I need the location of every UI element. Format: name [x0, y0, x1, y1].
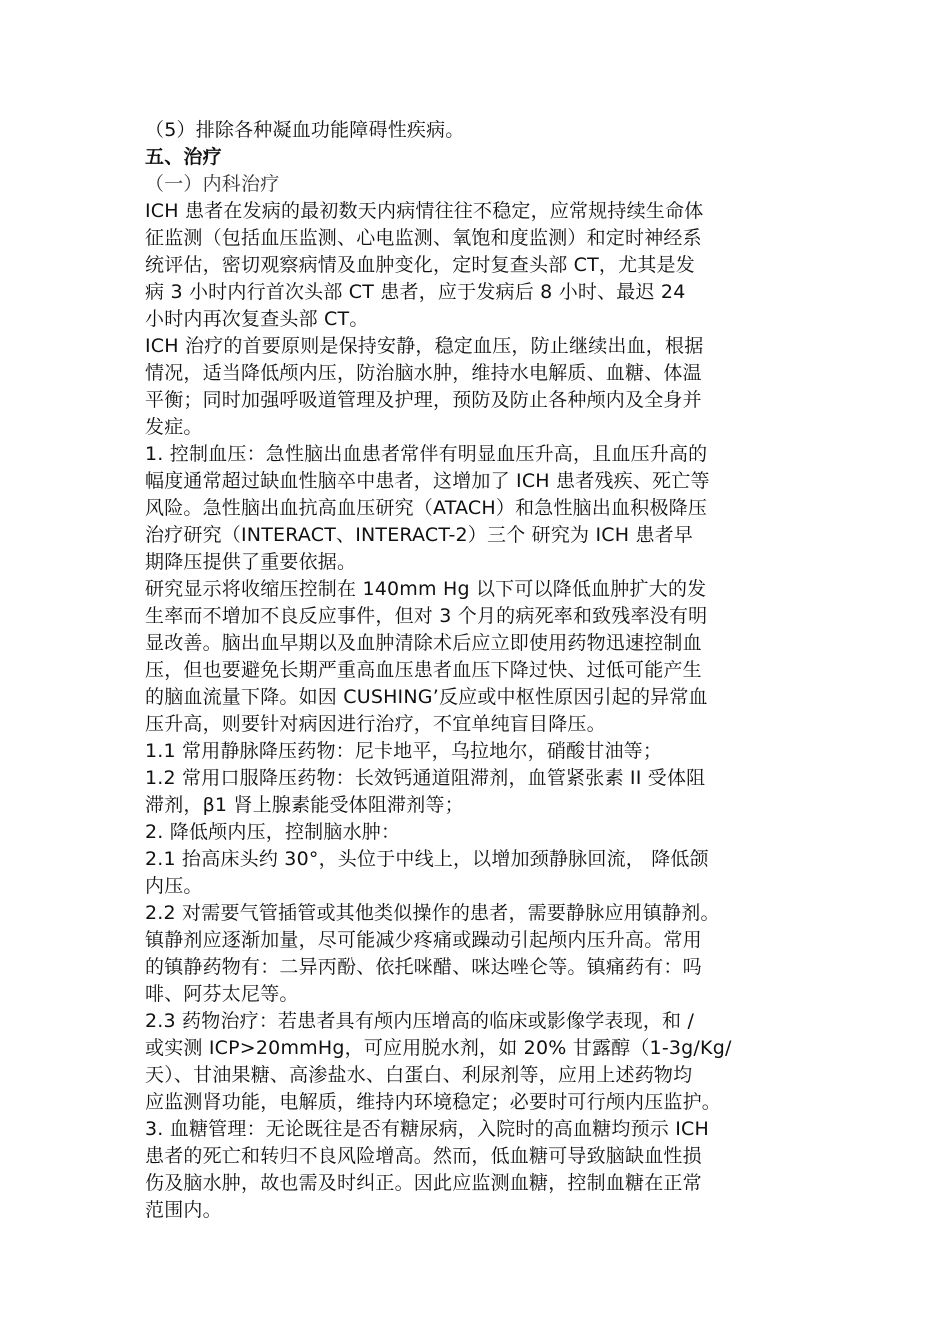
item-3-glucose-line-1: 3. 血糖管理：无论既往是否有糖尿病，入院时的高血糖均预示 ICH [145, 1118, 709, 1140]
paragraph-monitoring-line-4: 病 3 小时内行首次头部 CT 患者，应于发病后 8 小时、最迟 24 [145, 281, 686, 303]
subsection-heading-medical-treatment: （一）内科治疗 [145, 173, 280, 195]
paragraph-research-line-3: 显改善。脑出血早期以及血肿清除术后应立即使用药物迅速控制血 [145, 632, 702, 654]
document-page [145, 117, 807, 1224]
paragraph-monitoring-line-1: ICH 患者在发病的最初数天内病情往往不稳定，应常规持续生命体 [145, 200, 704, 222]
paragraph-research-line-2: 生率而不增加不良反应事件，但对 3 个月的病死率和致残率没有明 [145, 605, 708, 627]
item-2-1-line-1: 2.1 抬高床头约 30°，头位于中线上，以增加颈静脉回流， 降低颌 [145, 848, 709, 870]
list-item-5: （5）排除各种凝血功能障碍性疾病。 [145, 119, 465, 141]
item-2-3-line-3: 天）、甘油果糖、高渗盐水、白蛋白、利尿剂等，应用上述药物均 [145, 1064, 693, 1086]
paragraph-monitoring-line-2: 征监测（包括血压监测、心电监测、氧饱和度监测）和定时神经系 [145, 227, 702, 249]
item-2-intracranial-pressure: 2. 降低颅内压，控制脑水肿： [145, 821, 401, 843]
paragraph-principle-line-4: 发症。 [145, 416, 203, 438]
paragraph-principle-line-1: ICH 治疗的首要原则是保持安静，稳定血压，防止继续出血，根据 [145, 335, 704, 357]
item-2-2-line-1: 2.2 对需要气管插管或其他类似操作的患者，需要静脉应用镇静剂。 [145, 902, 720, 924]
paragraph-bp-control-line-1: 1. 控制血压：急性脑出血患者常伴有明显血压升高，且血压升高的 [145, 443, 708, 465]
item-2-3-line-1: 2.3 药物治疗：若患者具有颅内压增高的临床或影像学表现，和 / [145, 1010, 695, 1032]
item-2-2-line-4: 啡、阿芬太尼等。 [145, 983, 299, 1005]
paragraph-principle-line-3: 平衡；同时加强呼吸道管理及护理，预防及防止各种颅内及全身并 [145, 389, 702, 411]
paragraph-research-line-6: 压升高，则要针对病因进行治疗，不宜单纯盲目降压。 [145, 713, 606, 735]
paragraph-principle-line-2: 情况，适当降低颅内压，防治脑水肿，维持水电解质、血糖、体温 [145, 362, 702, 384]
item-2-3-line-2: 或实测 ICP>20mmHg，可应用脱水剂，如 20% 甘露醇（1-3g/Kg/ [145, 1037, 732, 1059]
item-3-glucose-line-4: 范围内。 [145, 1199, 222, 1221]
item-2-1-line-2: 内压。 [145, 875, 203, 897]
paragraph-bp-control-line-2: 幅度通常超过缺血性脑卒中患者，这增加了 ICH 患者残疾、死亡等 [145, 470, 710, 492]
item-1-1-iv-drugs: 1.1 常用静脉降压药物：尼卡地平，乌拉地尔，硝酸甘油等； [145, 740, 663, 762]
item-3-glucose-line-3: 伤及脑水肿，故也需及时纠正。因此应监测血糖，控制血糖在正常 [145, 1172, 702, 1194]
paragraph-bp-control-line-4: 治疗研究（INTERACT、INTERACT-2）三个 研究为 ICH 患者早 [145, 524, 694, 546]
paragraph-research-line-4: 压，但也要避免长期严重高血压患者血压下降过快、过低可能产生 [145, 659, 702, 681]
paragraph-bp-control-line-3: 风险。急性脑出血抗高血压研究（ATACH）和急性脑出血积极降压 [145, 497, 708, 519]
paragraph-bp-control-line-5: 期降压提供了重要依据。 [145, 551, 357, 573]
paragraph-research-line-5: 的脑血流量下降。如因 CUSHING’反应或中枢性原因引起的异常血 [145, 686, 708, 708]
paragraph-research-line-1: 研究显示将收缩压控制在 140mm Hg 以下可以降低血肿扩大的发 [145, 578, 707, 600]
item-1-2-oral-drugs-line-1: 1.2 常用口服降压药物：长效钙通道阻滞剂，血管紧张素 II 受体阻 [145, 767, 706, 789]
item-1-2-oral-drugs-line-2: 滞剂，β1 肾上腺素能受体阻滞剂等； [145, 794, 464, 816]
item-2-2-line-2: 镇静剂应逐渐加量，尽可能减少疼痛或躁动引起颅内压升高。常用 [145, 929, 702, 951]
item-2-2-line-3: 的镇静药物有：二异丙酚、依托咪醋、咪达唑仑等。镇痛药有：吗 [145, 956, 702, 978]
item-3-glucose-line-2: 患者的死亡和转归不良风险增高。然而，低血糖可导致脑缺血性损 [145, 1145, 702, 1167]
paragraph-monitoring-line-5: 小时内再次复查头部 CT。 [145, 308, 369, 330]
section-heading-treatment: 五、治疗 [145, 146, 222, 168]
item-2-3-line-4: 应监测肾功能，电解质，维持内环境稳定；必要时可行颅内压监护。 [145, 1091, 722, 1113]
paragraph-monitoring-line-3: 统评估，密切观察病情及血肿变化，定时复查头部 CT，尤其是发 [145, 254, 695, 276]
